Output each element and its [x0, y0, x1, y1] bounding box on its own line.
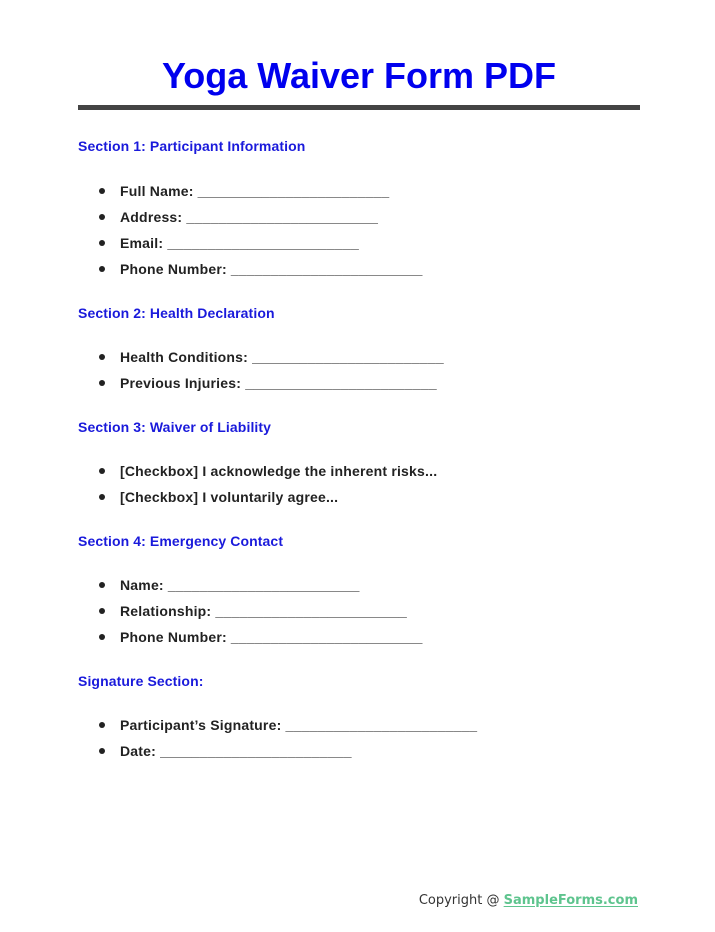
bullet-icon [99, 214, 105, 220]
relationship-blank[interactable]: ________________________ [215, 603, 408, 619]
bullet-icon [99, 354, 105, 360]
bullet-icon [99, 240, 105, 246]
list-item-email [78, 234, 423, 260]
waiver-of-liability-list [78, 462, 437, 514]
sampleforms-link[interactable]: SampleForms.com [503, 893, 638, 908]
list-item-address [78, 208, 423, 234]
participant-signature-blank[interactable]: ________________________ [285, 717, 478, 733]
field-label: Health Conditions: [120, 349, 249, 365]
email-blank[interactable]: ________________________ [167, 235, 359, 251]
list-item-contact-name [78, 576, 423, 602]
section-heading-waiver-of-liability: Section 3: Waiver of Liability [78, 419, 272, 435]
checkbox-statement[interactable]: [Checkbox] I voluntarily agree... [120, 489, 339, 505]
field-label: Phone Number: [120, 629, 227, 645]
checkbox-statement[interactable]: [Checkbox] I acknowledge the inherent risks... [120, 463, 438, 479]
section-heading-participant-information: Section 1: Participant Information [78, 138, 306, 154]
list-item-relationship [78, 602, 423, 628]
bullet-icon [99, 380, 105, 386]
list-item-date [78, 742, 477, 768]
section-heading-health-declaration: Section 2: Health Declaration [78, 305, 275, 321]
list-item-previous-injuries [78, 374, 444, 400]
address-blank[interactable]: ________________________ [186, 209, 379, 225]
bullet-icon [99, 634, 105, 640]
health-declaration-list [78, 348, 444, 400]
bullet-icon [99, 608, 105, 614]
list-item-contact-phone-number [78, 628, 423, 654]
title-divider [78, 105, 640, 110]
list-item-acknowledge-risks[interactable] [78, 462, 437, 488]
copyright-footer [419, 892, 638, 910]
field-label: Previous Injuries: [120, 375, 242, 391]
contact-phone-number-blank[interactable]: ________________________ [230, 629, 423, 645]
section-heading-signature: Signature Section: [78, 673, 204, 689]
field-label: Phone Number: [120, 261, 227, 277]
bullet-icon [99, 582, 105, 588]
field-label: Relationship: [120, 603, 212, 619]
bullet-icon [99, 468, 105, 474]
bullet-icon [99, 748, 105, 754]
contact-name-blank[interactable]: ________________________ [167, 577, 360, 593]
list-item-voluntarily-agree[interactable] [78, 488, 437, 514]
date-blank[interactable]: ________________________ [160, 743, 352, 759]
full-name-blank[interactable]: ________________________ [197, 183, 390, 199]
field-label: Date: [120, 743, 157, 759]
section-heading-emergency-contact: Section 4: Emergency Contact [78, 533, 284, 549]
field-label: Name: [120, 577, 164, 593]
copyright-text: Copyright @ [418, 893, 504, 908]
field-label: Participant’s Signature: [120, 717, 282, 733]
bullet-icon [99, 266, 105, 272]
field-label: Full Name: [120, 183, 194, 199]
emergency-contact-list [78, 576, 423, 654]
page-title: Yoga Waiver Form PDF [161, 55, 557, 96]
signature-list [78, 716, 477, 768]
previous-injuries-blank[interactable]: ________________________ [245, 375, 437, 391]
list-item-participant-signature [78, 716, 477, 742]
field-label: Email: [120, 235, 164, 251]
list-item-phone-number [78, 260, 423, 286]
phone-number-blank[interactable]: ________________________ [230, 261, 423, 277]
bullet-icon [99, 188, 105, 194]
health-conditions-blank[interactable]: ________________________ [252, 349, 444, 365]
bullet-icon [99, 494, 105, 500]
field-label: Address: [120, 209, 183, 225]
list-item-full-name [78, 182, 423, 208]
participant-information-list [78, 182, 423, 286]
list-item-health-conditions [78, 348, 444, 374]
bullet-icon [99, 722, 105, 728]
